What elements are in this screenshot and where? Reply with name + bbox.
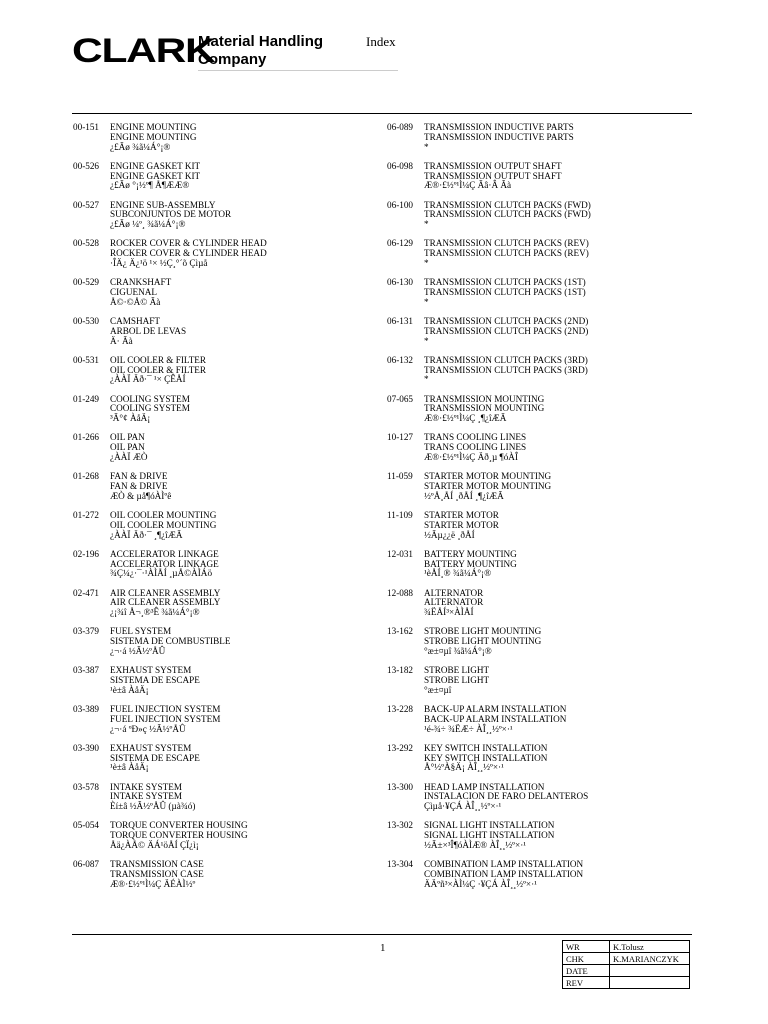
entry-title: COOLING SYSTEM (110, 393, 190, 404)
entry-title: CRANKSHAFT (110, 277, 172, 288)
entry-descriptions (110, 744, 200, 773)
entry-code: 03-389 (73, 703, 100, 714)
index-entry (387, 201, 687, 240)
entry-title: ENGINE SUB-ASSEMBLY (110, 199, 216, 210)
revision-value: K.Tolusz (610, 941, 690, 953)
index-entry (387, 783, 687, 822)
entry-descriptions (110, 123, 197, 152)
entry-descriptions (110, 395, 190, 424)
index-entry (387, 356, 687, 395)
entry-title-translated: ¿£Ãø ¼º¸ ¾ã¼Á°¡® (110, 219, 186, 230)
entry-title-alt: ARBOL DE LEVAS (110, 325, 187, 336)
entry-title-alt: TRANSMISSION CLUTCH PACKS (1ST) (424, 286, 586, 297)
entry-title-translated: * (424, 141, 429, 152)
entry-title-translated: ¹èÅÍ¸® ¾ã¼Á°¡® (424, 568, 492, 579)
entry-code: 13-162 (387, 626, 414, 637)
entry-title-alt: OIL COOLER MOUNTING (110, 519, 217, 530)
revision-value (610, 965, 690, 977)
entry-title: FUEL SYSTEM (110, 626, 172, 637)
entry-title-alt: SISTEMA DE ESCAPE (110, 752, 200, 763)
entry-code: 13-182 (387, 665, 414, 676)
entry-title-translated: ¿¬·á ½Ã½ºÅÛ (110, 645, 166, 656)
entry-title-alt: TORQUE CONVERTER HOUSING (110, 830, 248, 841)
entry-title-alt: ENGINE MOUNTING (110, 131, 197, 142)
index-entry (387, 705, 687, 744)
index-entry (387, 666, 687, 705)
entry-title-translated: Åä¿ÀÅ© ÄÁ¹öÅÍ ÇÏ¿ì¡ (110, 839, 199, 850)
entry-title: TRANSMISSION CLUTCH PACKS (2ND) (424, 315, 589, 326)
revision-key: DATE (563, 965, 610, 977)
entry-title-alt: STROBE LIGHT MOUNTING (424, 636, 542, 647)
entry-title: EXHAUST SYSTEM (110, 742, 192, 753)
entry-title-translated: ¿£Ãø °¡½º¶ Å¶ÆÆ® (110, 180, 190, 191)
entry-title-translated: ¿ÀÀÏ Äð·¯ ¹× ÇÊÅÍ (110, 374, 186, 385)
entry-descriptions (110, 356, 206, 385)
entry-code: 03-379 (73, 626, 100, 637)
index-entry (73, 589, 373, 628)
entry-title-alt: INSTALACION DE FARO DELANTEROS (424, 791, 589, 802)
page-number: 1 (380, 942, 386, 954)
entry-title: FAN & DRIVE (110, 471, 168, 482)
entry-code: 13-228 (387, 703, 414, 714)
entry-title-alt: TRANS COOLING LINES (424, 442, 527, 453)
entry-title-translated: ÄÄºñ³×ÀÌ¼Ç ·¥ÇÁ ÀÎ¸¸½º×·¹ (424, 878, 537, 889)
entry-title-translated: * (424, 335, 429, 346)
entry-title-translated: * (424, 296, 429, 307)
entry-title-alt: TRANSMISSION CLUTCH PACKS (FWD) (424, 209, 591, 220)
entry-title-alt: SISTEMA DE COMBUSTIBLE (110, 636, 231, 647)
entry-descriptions (110, 821, 248, 850)
entry-title-alt: ACCELERATOR LINKAGE (110, 558, 219, 569)
page-title: Index (366, 34, 396, 49)
entry-code: 06-089 (387, 122, 414, 132)
index-entry (73, 627, 373, 666)
entry-descriptions (110, 705, 220, 734)
entry-descriptions (110, 589, 220, 618)
entry-code: 03-578 (73, 781, 100, 792)
entry-descriptions (110, 317, 186, 346)
entry-title: HEAD LAMP INSTALLATION (424, 781, 545, 792)
footer-divider (72, 934, 692, 935)
entry-code: 13-304 (387, 859, 414, 870)
entry-title-alt: AIR CLEANER ASSEMBLY (110, 597, 221, 608)
entry-title-translated: ¾Ç¼¿·¯·¹ÀÌÅÍ ¸µÅ©ÀÌÁö (110, 568, 213, 579)
entry-title-alt: SISTEMA DE ESCAPE (110, 674, 200, 685)
entry-title: TRANSMISSION CASE (110, 859, 204, 870)
entry-descriptions (110, 239, 267, 268)
revision-value (610, 977, 690, 989)
clark-logo-wordmark: CLARK (72, 32, 215, 70)
entry-descriptions (424, 821, 554, 850)
entry-code: 06-132 (387, 354, 414, 365)
entry-code: 06-087 (73, 859, 100, 870)
entry-title: SIGNAL LIGHT INSTALLATION (424, 820, 555, 831)
entry-title: ROCKER COVER & CYLINDER HEAD (110, 238, 267, 249)
entry-code: 00-151 (73, 122, 100, 132)
entry-title-translated: Å©·©Å© Ãà (110, 296, 161, 307)
entry-descriptions (110, 433, 148, 462)
index-entry (73, 278, 373, 317)
entry-title: TRANSMISSION CLUTCH PACKS (FWD) (424, 199, 591, 210)
entry-title-translated: ÆÒ & µå¶óÀÌºê (110, 490, 172, 501)
entry-title: OIL COOLER MOUNTING (110, 509, 217, 520)
entry-title-translated: Æ®·£½º¹Ì¼Ç ÄÉÀÌ½º (110, 878, 196, 889)
entry-title-alt: TRANSMISSION MOUNTING (424, 403, 545, 414)
company-name (198, 33, 323, 69)
entry-title-translated: ¿ÀÀÏ Äð·¯ ¸¶¿îÆÃ (110, 529, 183, 540)
entry-descriptions (424, 162, 562, 191)
entry-code: 06-131 (387, 315, 414, 326)
entry-title-alt: ALTERNATOR (424, 597, 484, 608)
index-entry (387, 627, 687, 666)
index-entry (73, 860, 373, 899)
entry-descriptions (424, 744, 547, 773)
entry-title: STROBE LIGHT MOUNTING (424, 626, 542, 637)
entry-title-translated: ½ºÅ¸ÅÍ ¸ðÅÍ ¸¶¿îÆÃ (424, 490, 504, 501)
index-entry (387, 317, 687, 356)
entry-descriptions (110, 666, 200, 695)
entry-code: 01-268 (73, 471, 100, 482)
entry-code: 13-302 (387, 820, 414, 831)
index-entry (387, 395, 687, 434)
entry-title: FUEL INJECTION SYSTEM (110, 703, 221, 714)
index-entry (387, 278, 687, 317)
entry-title-translated: ¾ËÅÍ³×ÀÌÅÍ (424, 607, 474, 618)
index-entry (73, 433, 373, 472)
entry-descriptions (424, 356, 588, 385)
entry-code: 00-527 (73, 199, 100, 210)
entry-descriptions (424, 433, 526, 462)
page-header (72, 30, 692, 80)
entry-title-alt: TRANSMISSION OUTPUT SHAFT (424, 170, 562, 181)
entry-descriptions (110, 201, 231, 230)
entry-code: 00-526 (73, 160, 100, 171)
entry-title-translated: Ä· Ãà (110, 335, 133, 346)
entry-title-alt: CIGUENAL (110, 286, 157, 297)
entry-title-alt: FUEL INJECTION SYSTEM (110, 713, 221, 724)
entry-descriptions (110, 278, 171, 307)
entry-code: 02-196 (73, 548, 100, 559)
entry-code: 06-129 (387, 238, 414, 249)
entry-title-translated: °æ±¤µî ¾ã¼Á°¡® (424, 645, 492, 656)
entry-code: 13-300 (387, 781, 414, 792)
entry-title: ENGINE GASKET KIT (110, 160, 201, 171)
index-entry (73, 705, 373, 744)
entry-descriptions (110, 860, 204, 889)
index-column-left (73, 123, 373, 899)
index-entry (73, 821, 373, 860)
entry-descriptions (424, 705, 566, 734)
entry-title-translated: ¹è±â ÀåÄ¡ (110, 762, 149, 773)
index-entry (387, 744, 687, 783)
entry-title-translated: ¿£Ãø ¾ã¼Á°¡® (110, 141, 171, 152)
entry-title: ENGINE MOUNTING (110, 122, 197, 132)
entry-title: TRANSMISSION CLUTCH PACKS (REV) (424, 238, 589, 249)
entry-descriptions (110, 783, 195, 812)
entry-code: 06-130 (387, 277, 414, 288)
entry-title: TRANSMISSION CLUTCH PACKS (3RD) (424, 354, 588, 365)
entry-code: 05-054 (73, 820, 100, 831)
entry-descriptions (110, 627, 230, 656)
entry-title: TRANSMISSION OUTPUT SHAFT (424, 160, 562, 171)
entry-title-alt: SUBCONJUNTOS DE MOTOR (110, 209, 232, 220)
entry-descriptions (424, 783, 588, 812)
entry-title-alt: KEY SWITCH INSTALLATION (424, 752, 548, 763)
entry-title: KEY SWITCH INSTALLATION (424, 742, 548, 753)
entry-code: 01-249 (73, 393, 100, 404)
entry-title: ACCELERATOR LINKAGE (110, 548, 219, 559)
entry-title: EXHAUST SYSTEM (110, 665, 192, 676)
index-entry (387, 162, 687, 201)
entry-title-translated: Å°½ºÀ§Ä¡ ÀÎ¸¸½º×·¹ (424, 762, 504, 773)
company-name-line-2: Company (198, 51, 267, 68)
entry-title-alt: TRANSMISSION INDUCTIVE PARTS (424, 131, 574, 142)
entry-descriptions (110, 162, 200, 191)
entry-title-alt: TRANSMISSION CLUTCH PACKS (REV) (424, 248, 589, 259)
index-entry (73, 356, 373, 395)
entry-title: TRANSMISSION INDUCTIVE PARTS (424, 122, 574, 132)
entry-title-translated: °æ±¤µî (424, 684, 452, 695)
entry-title-translated: Èí±â ½Ã½ºÅÛ (µà¾ó) (110, 801, 196, 812)
entry-code: 00-528 (73, 238, 100, 249)
entry-title: BATTERY MOUNTING (424, 548, 517, 559)
entry-title: BACK-UP ALARM INSTALLATION (424, 703, 567, 714)
entry-title-alt: TRANSMISSION CASE (110, 868, 204, 879)
entry-title: TORQUE CONVERTER HOUSING (110, 820, 248, 831)
index-entry (73, 744, 373, 783)
revision-key: REV (563, 977, 610, 989)
index-entry (73, 472, 373, 511)
entry-title-alt: INTAKE SYSTEM (110, 791, 182, 802)
entry-title: AIR CLEANER ASSEMBLY (110, 587, 221, 598)
entry-title: TRANSMISSION CLUTCH PACKS (1ST) (424, 277, 586, 288)
revision-row (563, 977, 690, 989)
index-entry (387, 589, 687, 628)
entry-descriptions (424, 860, 583, 889)
index-entry (387, 550, 687, 589)
entry-code: 12-031 (387, 548, 414, 559)
entry-title-alt: OIL PAN (110, 442, 145, 453)
entry-title-translated: Æ®·£½º¹Ì¼Ç Äð¸µ ¶óÀÎ (424, 451, 519, 462)
index-entry (73, 123, 373, 162)
entry-title-alt: SIGNAL LIGHT INSTALLATION (424, 830, 555, 841)
entry-title-alt: STARTER MOTOR (424, 519, 499, 530)
entry-title-alt: TRANSMISSION CLUTCH PACKS (3RD) (424, 364, 588, 375)
entry-code: 01-266 (73, 432, 100, 443)
revision-row (563, 953, 690, 965)
entry-title-alt: STARTER MOTOR MOUNTING (424, 480, 552, 491)
index-entry (387, 123, 687, 162)
entry-code: 03-390 (73, 742, 100, 753)
entry-title: INTAKE SYSTEM (110, 781, 182, 792)
revision-row (563, 965, 690, 977)
company-name-line-1: Material Handling (198, 33, 324, 50)
entry-title: COMBINATION LAMP INSTALLATION (424, 859, 584, 870)
entry-title: OIL PAN (110, 432, 145, 443)
entry-code: 10-127 (387, 432, 414, 443)
index-entry (73, 511, 373, 550)
entry-title-alt: BACK-UP ALARM INSTALLATION (424, 713, 567, 724)
entry-title-translated: ¿¬·á ºÐ»ç ½Ã½ºÅÛ (110, 723, 186, 734)
entry-title-alt: STROBE LIGHT (424, 674, 490, 685)
entry-descriptions (424, 317, 588, 346)
entry-code: 02-471 (73, 587, 100, 598)
entry-title-translated: Æ®·£½º¹Ì¼Ç ¸¶¿îÆÃ (424, 413, 507, 424)
entry-title-alt: COOLING SYSTEM (110, 403, 190, 414)
entry-title: STARTER MOTOR MOUNTING (424, 471, 552, 482)
entry-title-translated: * (424, 219, 429, 230)
entry-code: 11-059 (387, 471, 413, 482)
index-entry (73, 550, 373, 589)
entry-descriptions (424, 589, 483, 618)
revision-key: WR (563, 941, 610, 953)
entry-title-translated: ¿¡¾î Å¬¸®³Ê ¾ã¼Á°¡® (110, 607, 200, 618)
entry-title: CAMSHAFT (110, 315, 161, 326)
entry-code: 07-065 (387, 393, 414, 404)
entry-title: STROBE LIGHT (424, 665, 490, 676)
logo-underline (198, 70, 398, 71)
entry-code: 12-088 (387, 587, 414, 598)
entry-title-translated: ³Ã°¢ ÀåÄ¡ (110, 413, 151, 424)
entry-title-translated: Æ®·£½º¹Ì¼Ç Ãâ·Â Ãà (424, 180, 512, 191)
entry-code: 13-292 (387, 742, 414, 753)
index-entry (387, 821, 687, 860)
entry-title: STARTER MOTOR (424, 509, 499, 520)
entry-code: 00-529 (73, 277, 100, 288)
entry-code: 03-387 (73, 665, 100, 676)
header-divider (72, 113, 692, 114)
index-entry (73, 317, 373, 356)
entry-title-translated: ½Ã±×³Î¶óÀÌÆ® ÀÎ¸¸½º×·¹ (424, 839, 527, 850)
revision-row (563, 941, 690, 953)
index-entry (387, 239, 687, 278)
entry-title-translated: ½Ãµ¿¿ë ¸ðÅÍ (424, 529, 475, 540)
entry-code: 00-530 (73, 315, 100, 326)
entry-title-alt: TRANSMISSION CLUTCH PACKS (2ND) (424, 325, 589, 336)
index-entry (73, 162, 373, 201)
entry-descriptions (424, 666, 489, 695)
entry-title-translated: ¿ÀÀÏ ÆÒ (110, 451, 148, 462)
index-entry (387, 433, 687, 472)
entry-title-alt: OIL COOLER & FILTER (110, 364, 207, 375)
entry-title-translated: * (424, 374, 429, 385)
revision-key: CHK (563, 953, 610, 965)
entry-descriptions (110, 472, 171, 501)
entry-title-alt: ENGINE GASKET KIT (110, 170, 201, 181)
index-entry (73, 395, 373, 434)
index-entry (387, 511, 687, 550)
entry-title-alt: COMBINATION LAMP INSTALLATION (424, 868, 584, 879)
entry-title-translated: ¹è±â ÀåÄ¡ (110, 684, 149, 695)
entry-title-translated: ·ÎÄ¿ Ä¿¹ö ¹× ½Ç¸°´õ Çìµå (110, 257, 208, 268)
entry-descriptions (424, 123, 574, 152)
index-entry (73, 201, 373, 240)
entry-code: 11-109 (387, 509, 413, 520)
entry-code: 00-531 (73, 354, 100, 365)
entry-descriptions (424, 511, 499, 540)
entry-title-translated: ¹é-¾÷ ¾ËÆ÷ ÀÎ¸¸½º×·¹ (424, 723, 513, 734)
revision-value: K.MARIANCZYK (610, 953, 690, 965)
entry-descriptions (424, 201, 591, 230)
entry-code: 06-100 (387, 199, 414, 210)
entry-title: ALTERNATOR (424, 587, 484, 598)
entry-title-translated: Çìµå·¥ÇÁ ÀÎ¸¸½º×·¹ (424, 801, 502, 812)
entry-title-translated: * (424, 257, 429, 268)
entry-descriptions (110, 511, 216, 540)
index-entry (73, 666, 373, 705)
entry-title: TRANS COOLING LINES (424, 432, 527, 443)
entry-descriptions (424, 395, 544, 424)
entry-descriptions (424, 278, 586, 307)
entry-title: TRANSMISSION MOUNTING (424, 393, 545, 404)
entry-title-alt: FAN & DRIVE (110, 480, 168, 491)
entry-descriptions (424, 550, 517, 579)
index-entry (73, 783, 373, 822)
index-entry (73, 239, 373, 278)
index-entry (387, 860, 687, 899)
entry-code: 06-098 (387, 160, 414, 171)
entry-descriptions (424, 627, 541, 656)
entry-descriptions (110, 550, 219, 579)
revision-table (562, 940, 690, 989)
entry-title-alt: BATTERY MOUNTING (424, 558, 517, 569)
index-entry (387, 472, 687, 511)
entry-title-alt: ROCKER COVER & CYLINDER HEAD (110, 248, 267, 259)
entry-descriptions (424, 239, 589, 268)
index-column-right (387, 123, 687, 899)
entry-title: OIL COOLER & FILTER (110, 354, 207, 365)
entry-descriptions (424, 472, 551, 501)
entry-code: 01-272 (73, 509, 100, 520)
